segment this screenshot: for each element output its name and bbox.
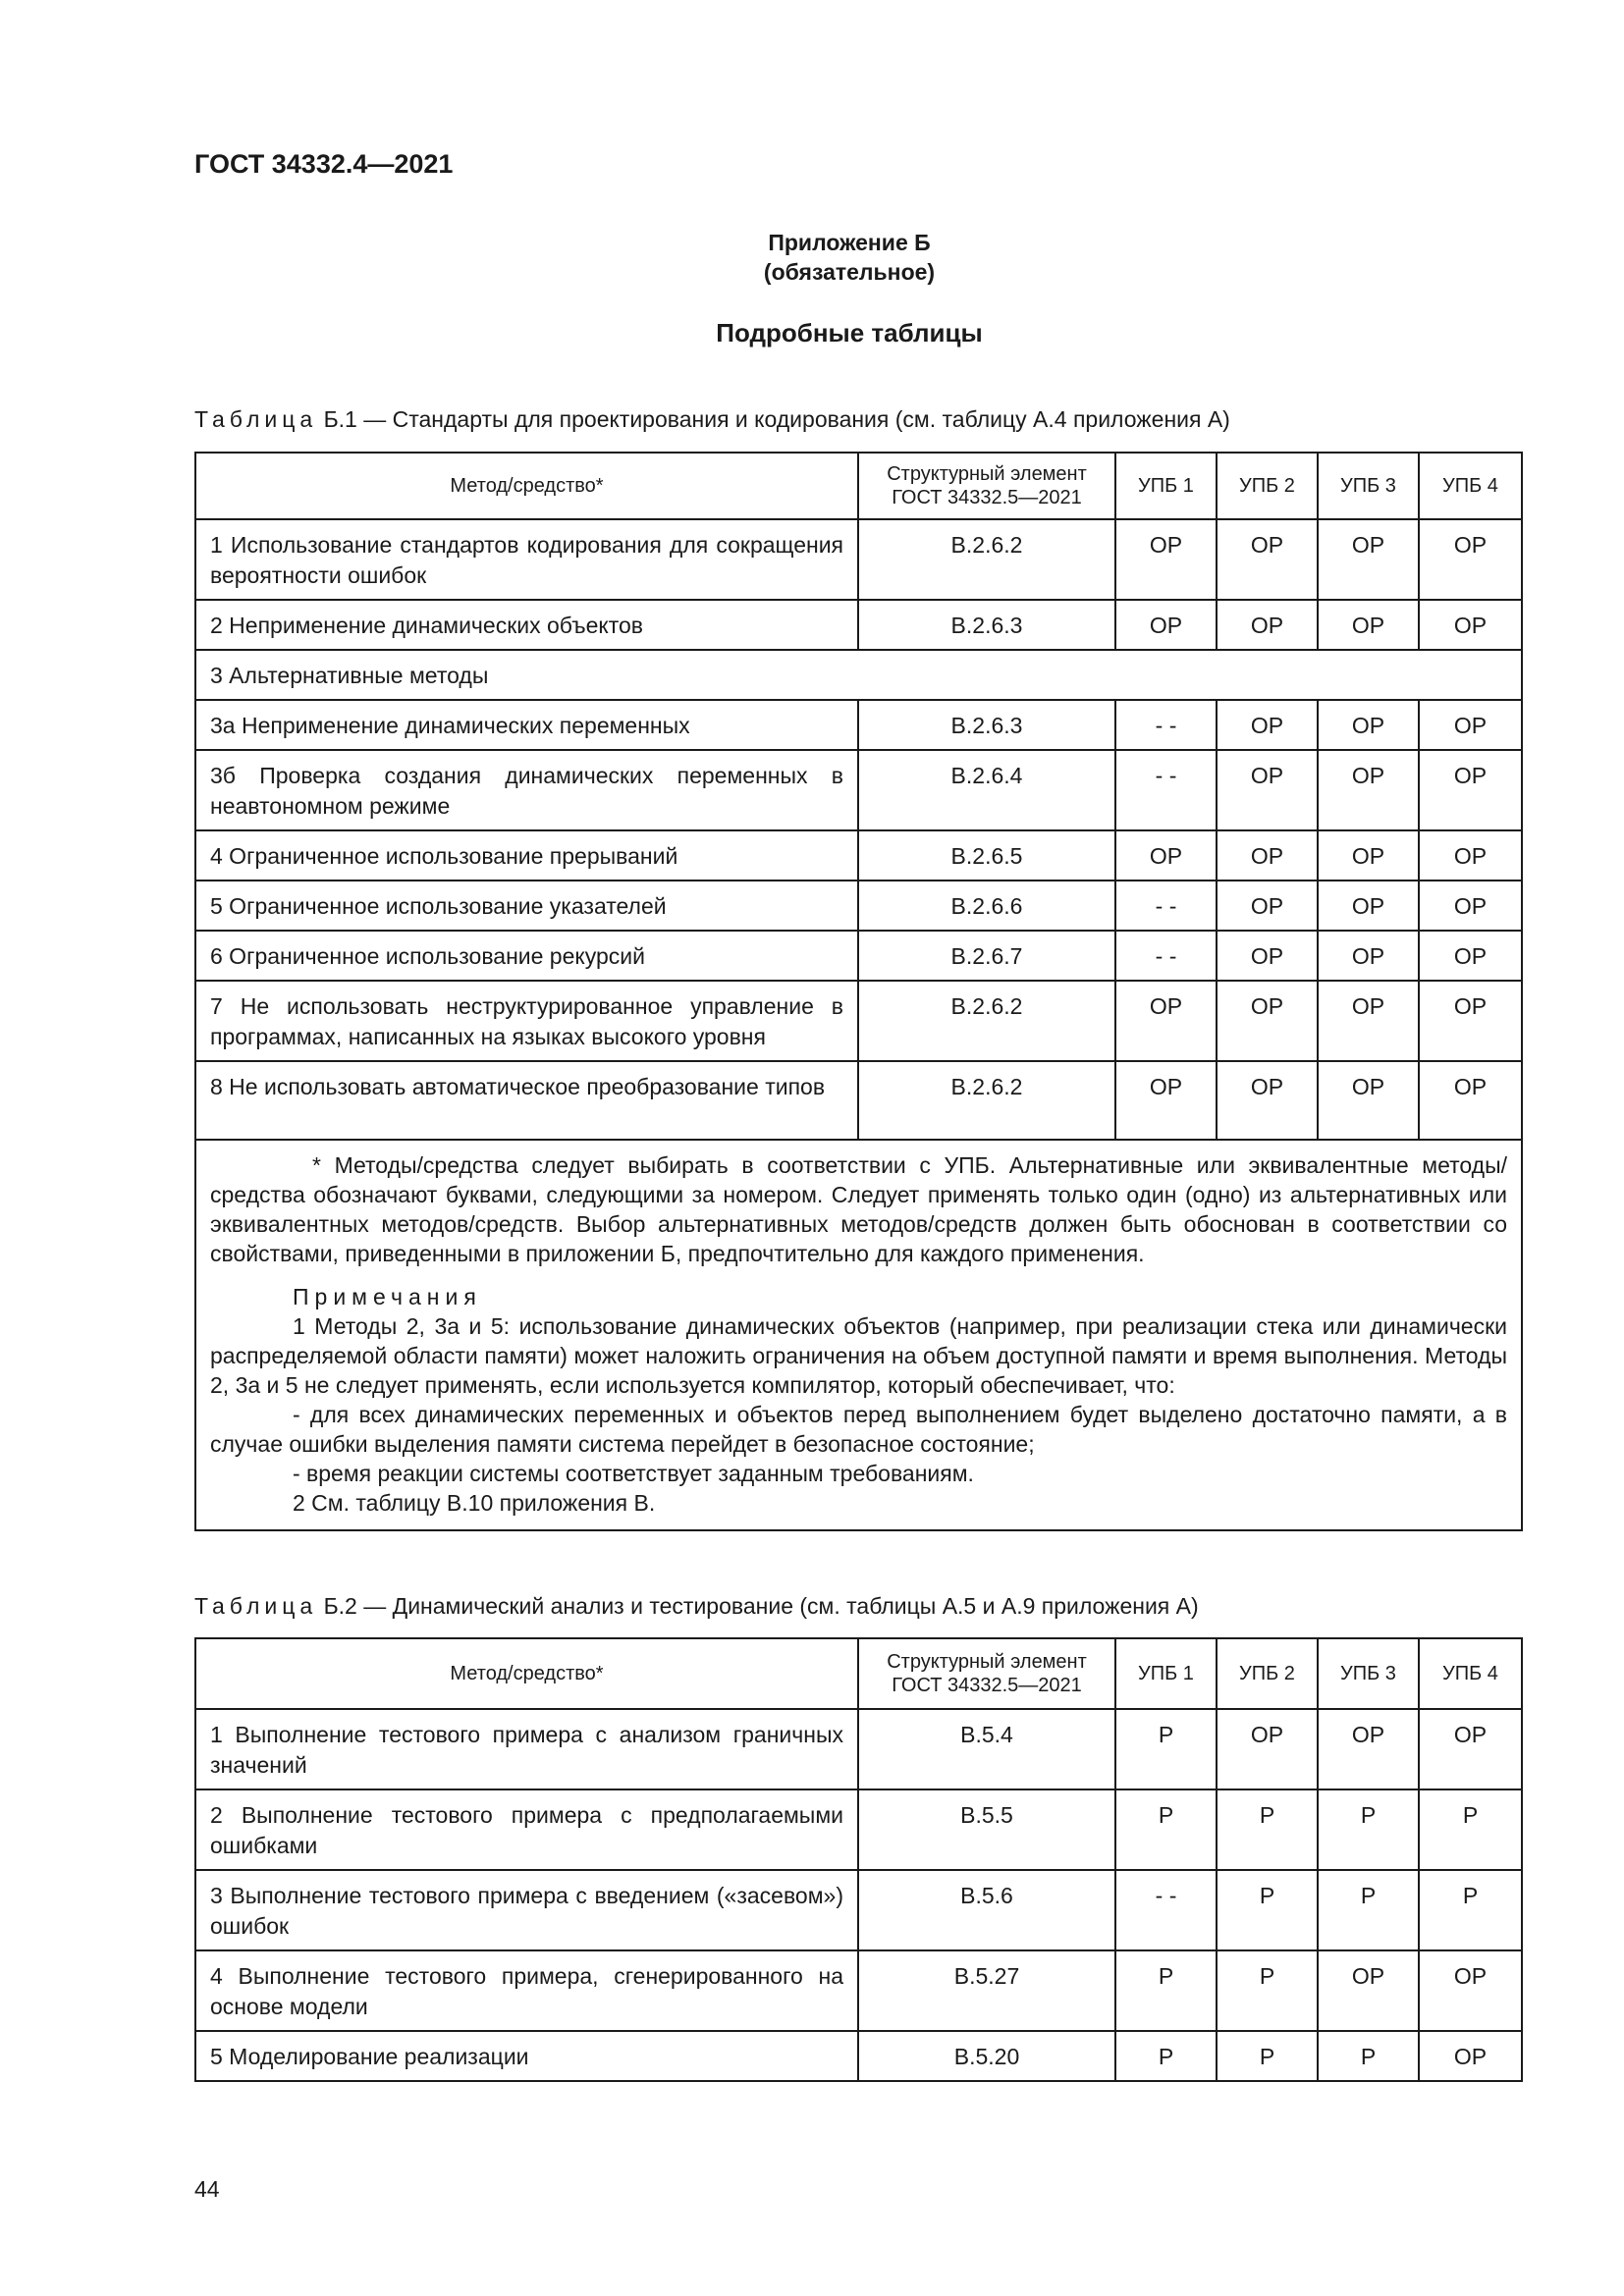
row-method: 1 Выполнение тестового примера с анализом граничных значений	[195, 1709, 858, 1789]
table-b2	[194, 1637, 1523, 2082]
row-upb3: Р	[1318, 1870, 1419, 1950]
header-upb1: УПБ 1	[1115, 1638, 1217, 1709]
row-upb2: Р	[1217, 1870, 1318, 1950]
row-element: В.2.6.5	[858, 830, 1115, 881]
table1-caption-text: Б.1 — Стандарты для проектирования и кодирования (см. таблицу А.4 приложения А)	[323, 406, 1230, 432]
table2-caption	[194, 1593, 1199, 1620]
row-upb1: Р	[1115, 1950, 1217, 2031]
row-element: В.5.4	[858, 1709, 1115, 1789]
row-upb2: ОР	[1217, 1709, 1318, 1789]
row-upb4: ОР	[1419, 830, 1522, 881]
table-header-row	[195, 1638, 1522, 1709]
row-upb3: ОР	[1318, 931, 1419, 981]
row-upb2: ОР	[1217, 931, 1318, 981]
row-upb2: ОР	[1217, 881, 1318, 931]
row-upb1: - -	[1115, 881, 1217, 931]
table-row	[195, 881, 1522, 931]
row-upb1: ОР	[1115, 1061, 1217, 1140]
table-group-row	[195, 650, 1522, 700]
table-row	[195, 830, 1522, 881]
table-row	[195, 2031, 1522, 2081]
header-method: Метод/средство*	[195, 1638, 858, 1709]
row-upb3: ОР	[1318, 750, 1419, 830]
table-row	[195, 700, 1522, 750]
row-upb4: ОР	[1419, 931, 1522, 981]
row-element: В.2.6.2	[858, 1061, 1115, 1140]
row-element: В.5.5	[858, 1789, 1115, 1870]
row-upb2: Р	[1217, 1789, 1318, 1870]
row-element: В.5.20	[858, 2031, 1115, 2081]
table-footnote-row	[195, 1140, 1522, 1530]
appendix-heading	[0, 228, 1624, 287]
row-upb4: ОР	[1419, 2031, 1522, 2081]
table2-caption-text: Б.2 — Динамический анализ и тестирование (см. таблицы А.5 и А.9 приложения А)	[323, 1593, 1199, 1619]
row-upb4: ОР	[1419, 1061, 1522, 1140]
header-element	[858, 1638, 1115, 1709]
row-upb1: ОР	[1115, 519, 1217, 600]
row-upb2: Р	[1217, 1950, 1318, 2031]
row-upb4: ОР	[1419, 981, 1522, 1061]
row-upb3: Р	[1318, 2031, 1419, 2081]
row-upb2: ОР	[1217, 600, 1318, 650]
row-upb3: ОР	[1318, 830, 1419, 881]
row-method: 3а Неприменение динамических переменных	[195, 700, 858, 750]
row-upb1: ОР	[1115, 830, 1217, 881]
appendix-title: Приложение Б	[768, 230, 931, 255]
appendix-status: (обязательное)	[763, 259, 936, 285]
row-upb4: ОР	[1419, 600, 1522, 650]
row-upb1: - -	[1115, 1870, 1217, 1950]
row-element: В.5.6	[858, 1870, 1115, 1950]
row-upb4: ОР	[1419, 1709, 1522, 1789]
row-method: 4 Ограниченное использование прерываний	[195, 830, 858, 881]
row-upb1: Р	[1115, 1789, 1217, 1870]
row-element: В.2.6.4	[858, 750, 1115, 830]
row-upb2: ОР	[1217, 830, 1318, 881]
row-element: В.2.6.3	[858, 700, 1115, 750]
header-upb2: УПБ 2	[1217, 1638, 1318, 1709]
row-method: 5 Ограниченное использование указателей	[195, 881, 858, 931]
row-upb3: ОР	[1318, 600, 1419, 650]
table-header-row	[195, 453, 1522, 519]
header-element-line1: Структурный элемент	[887, 1651, 1087, 1673]
header-element-line1: Структурный элемент	[887, 463, 1087, 485]
table-row	[195, 1870, 1522, 1950]
row-upb1: - -	[1115, 700, 1217, 750]
note-1-item-2: - время реакции системы соответствует заданным требованиям.	[293, 1461, 974, 1486]
row-upb1: ОР	[1115, 981, 1217, 1061]
table-row	[195, 1789, 1522, 1870]
table-row	[195, 1709, 1522, 1789]
row-method: 3б Проверка создания динамических переменных в неавтономном режиме	[195, 750, 858, 830]
row-upb1: Р	[1115, 2031, 1217, 2081]
header-upb4: УПБ 4	[1419, 453, 1522, 519]
row-upb3: ОР	[1318, 981, 1419, 1061]
row-method: 4 Выполнение тестового примера, сгенерированного на основе модели	[195, 1950, 858, 2031]
table-row	[195, 931, 1522, 981]
row-element: В.2.6.7	[858, 931, 1115, 981]
row-method: 5 Моделирование реализации	[195, 2031, 858, 2081]
header-element-line2: ГОСТ 34332.5—2021	[892, 1675, 1082, 1696]
row-upb1: - -	[1115, 750, 1217, 830]
footnote-text: * Методы/средства следует выбирать в соответствии с УПБ. Альтернативные или эквивалентные методы/средства обозначают буквами, следующими за номером. Следует применять только один (одно) из альтернативных или эквивалентных методов/средств. Выбор альтернативных методов/средств должен быть обоснован в соответствии со свойствами, приведенными в приложении Б, предпочтительно для каждого применения.	[210, 1152, 1507, 1266]
header-element-line2: ГОСТ 34332.5—2021	[892, 487, 1082, 508]
table-row	[195, 981, 1522, 1061]
row-upb2: ОР	[1217, 981, 1318, 1061]
row-element: В.2.6.3	[858, 600, 1115, 650]
page-number: 44	[194, 2176, 220, 2202]
row-upb1: ОР	[1115, 600, 1217, 650]
header-upb3: УПБ 3	[1318, 1638, 1419, 1709]
row-upb2: ОР	[1217, 1061, 1318, 1140]
table-row	[195, 519, 1522, 600]
table2-caption-prefix: Таблица	[194, 1593, 318, 1619]
header-upb3: УПБ 3	[1318, 453, 1419, 519]
row-upb3: ОР	[1318, 1061, 1419, 1140]
row-upb1: Р	[1115, 1709, 1217, 1789]
table-row	[195, 1950, 1522, 2031]
row-method: 1 Использование стандартов кодирования для сокращения вероятности ошибок	[195, 519, 858, 600]
header-upb1: УПБ 1	[1115, 453, 1217, 519]
row-upb4: Р	[1419, 1870, 1522, 1950]
header-upb2: УПБ 2	[1217, 453, 1318, 519]
row-upb3: ОР	[1318, 1950, 1419, 2031]
header-method: Метод/средство*	[195, 453, 858, 519]
row-upb4: ОР	[1419, 519, 1522, 600]
table1-caption	[194, 406, 1230, 433]
table-b1	[194, 452, 1523, 1531]
row-upb4: ОР	[1419, 700, 1522, 750]
row-upb4: ОР	[1419, 881, 1522, 931]
table1-caption-prefix: Таблица	[194, 406, 318, 432]
row-upb3: ОР	[1318, 1709, 1419, 1789]
table-row	[195, 600, 1522, 650]
row-upb4: ОР	[1419, 750, 1522, 830]
row-upb1: - -	[1115, 931, 1217, 981]
row-element: В.2.6.6	[858, 881, 1115, 931]
row-upb3: ОР	[1318, 700, 1419, 750]
row-method: 7 Не использовать неструктурированное управление в программах, написанных на языках высокого уровня	[195, 981, 858, 1061]
row-method: 3 Выполнение тестового примера с введением («засевом») ошибок	[195, 1870, 858, 1950]
row-upb3: Р	[1318, 1789, 1419, 1870]
row-upb2: Р	[1217, 2031, 1318, 2081]
header-upb4: УПБ 4	[1419, 1638, 1522, 1709]
notes-label: Примечания	[293, 1284, 482, 1309]
row-upb4: Р	[1419, 1789, 1522, 1870]
row-element: В.2.6.2	[858, 519, 1115, 600]
note-1-item-1: - для всех динамических переменных и объектов перед выполнением будет выделено достаточно памяти, а в случае ошибки выделения памяти система перейдет в безопасное состояние;	[210, 1402, 1507, 1457]
document-code: ГОСТ 34332.4—2021	[194, 149, 454, 179]
row-method: 2 Неприменение динамических объектов	[195, 600, 858, 650]
row-upb3: ОР	[1318, 519, 1419, 600]
row-method: 8 Не использовать автоматическое преобразование типов	[195, 1061, 858, 1140]
table-row	[195, 750, 1522, 830]
header-element	[858, 453, 1115, 519]
note-1: 1 Методы 2, 3а и 5: использование динамических объектов (например, при реализации стека или динамически распределяемой области памяти) может наложить ограничения на объем доступной памяти и время выполнения. Методы 2, 3а и 5 не следует применять, если используется компилятор, который обеспечивает, что:	[210, 1313, 1507, 1398]
row-upb3: ОР	[1318, 881, 1419, 931]
section-title: Подробные таблицы	[716, 318, 983, 347]
row-method: 2 Выполнение тестового примера с предполагаемыми ошибками	[195, 1789, 858, 1870]
row-method: 6 Ограниченное использование рекурсий	[195, 931, 858, 981]
row-element: В.5.27	[858, 1950, 1115, 2031]
row-upb2: ОР	[1217, 519, 1318, 600]
row-upb2: ОР	[1217, 700, 1318, 750]
row-upb2: ОР	[1217, 750, 1318, 830]
note-2: 2 См. таблицу В.10 приложения В.	[293, 1490, 656, 1516]
table-row	[195, 1061, 1522, 1140]
row-element: В.2.6.2	[858, 981, 1115, 1061]
row-method: 3 Альтернативные методы	[195, 650, 1522, 700]
row-upb4: ОР	[1419, 1950, 1522, 2031]
table-footnote	[195, 1140, 1522, 1530]
